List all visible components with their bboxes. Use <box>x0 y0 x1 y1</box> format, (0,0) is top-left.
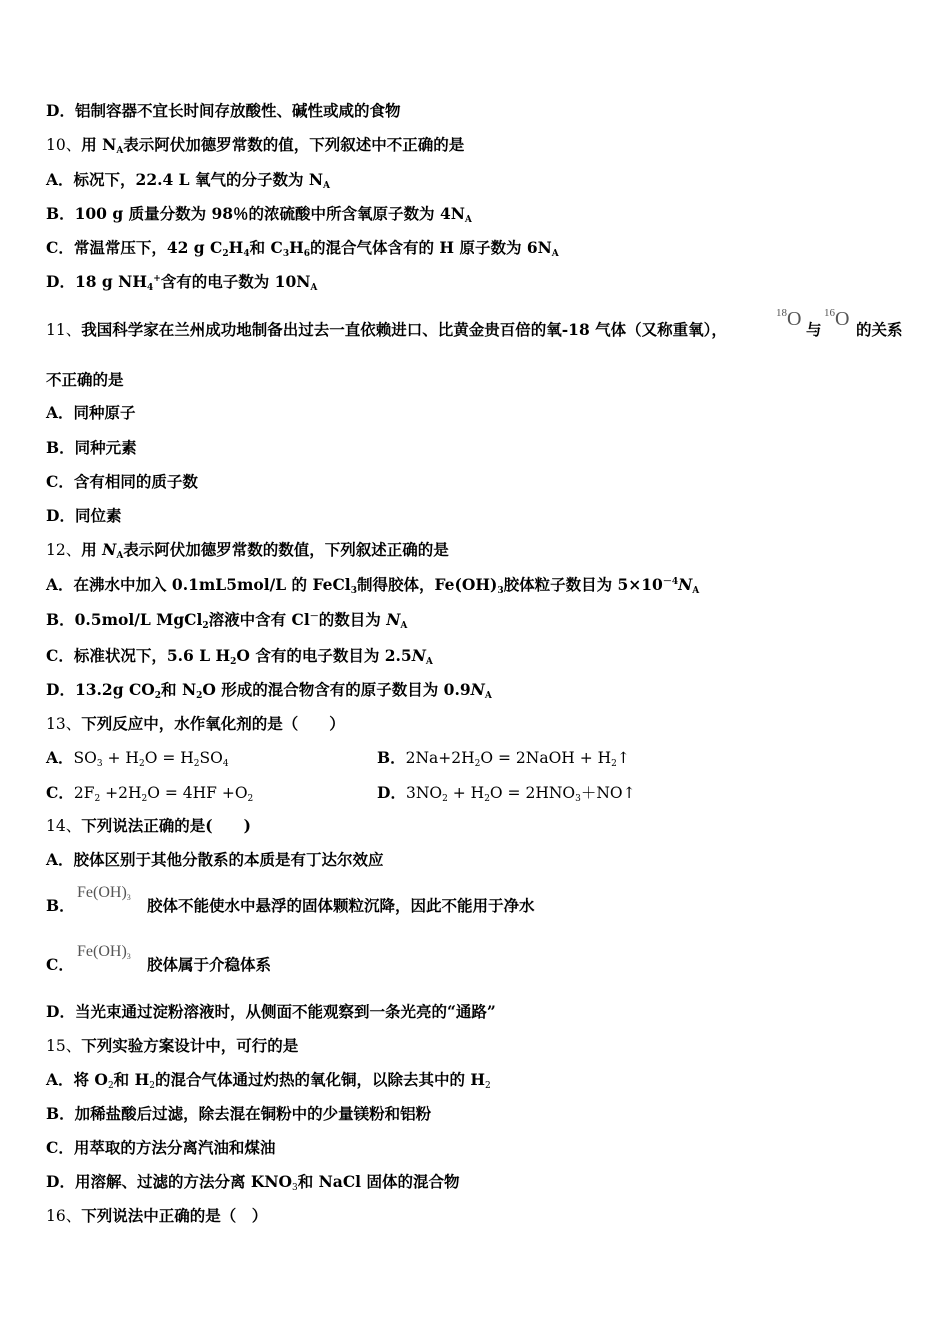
q10-option-d: D．18 g $NH_4^+$含有的电子数为 $10N_A$ <box>46 272 318 293</box>
q11-option-c: C．含有相同的质子数 <box>46 472 198 491</box>
q14-option-b-letter: B． <box>46 896 75 915</box>
q14-option-b-text: 胶体不能使水中悬浮的固体颗粒沉降，因此不能用于净水 <box>147 896 535 915</box>
q14-option-d: D．当光束通过淀粉溶液时，从侧面不能观察到一条光亮的“通路” <box>46 1002 496 1021</box>
q13-option-c: C．$2F_2 +2H_2O = 4HF +O_2$ <box>46 783 254 804</box>
question-15-stem: 15、下列实验方案设计中，可行的是 <box>46 1036 299 1055</box>
q14-option-c-text: 胶体属于介稳体系 <box>147 955 272 974</box>
question-14-stem: 14、下列说法正确的是( ) <box>46 816 251 835</box>
isotope-o18: $^{18}$O <box>776 307 802 330</box>
question-10-stem: 10、用 $N_A$表示阿伏加德罗常数的值，下列叙述中不正确的是 <box>46 135 465 156</box>
q10-option-c: C．常温常压下，42 g $C_2H_4$和 $C_3H_6$的混合气体含有的 H 原子数为 $6N_A$ <box>46 238 559 259</box>
q11-option-d: D．同位素 <box>46 506 122 525</box>
isotope-o16: $^{16}$O <box>824 307 850 330</box>
fe-oh3-formula-c: $Fe(OH)_3$ <box>77 943 131 961</box>
q12-option-d: D．13.2g $CO_2$和 $N_2O$ 形成的混合物含有的原子数目为 $0.9N_A$ <box>46 680 492 701</box>
fe-oh3-formula-b: $Fe(OH)_3$ <box>77 884 131 902</box>
q15-option-b: B．加稀盐酸后过滤，除去混在铜粉中的少量镁粉和铝粉 <box>46 1104 432 1123</box>
q9-option-d: D．铝制容器不宜长时间存放酸性、碱性或咸的食物 <box>46 101 401 120</box>
question-16-stem: 16、下列说法中正确的是（ ） <box>46 1206 268 1225</box>
q13-option-b: B．$2Na+2H_2O$ = 2NaOH + $H_2↑$ <box>377 748 630 769</box>
q14-option-c-letter: C． <box>46 955 74 974</box>
q15-option-c: C．用萃取的方法分离汽油和煤油 <box>46 1138 276 1157</box>
q12-option-a: A．在沸水中加入 0.1mL5mol/L 的 FeCl$_3$制得胶体，$Fe(OH)_3$胶体粒子数目为 $5\times 10^{-4}N_A$ <box>46 575 700 596</box>
q10-option-a: A．标况下，22.4 L 氧气的分子数为 $N_A$ <box>46 170 331 191</box>
q13-option-a: A．$SO_3 + H_2O = H_2SO_4$ <box>46 748 229 769</box>
q11-and: 与 <box>806 320 822 339</box>
question-13-stem: 13、下列反应中，水作氧化剂的是（ ） <box>46 714 345 733</box>
q11-option-b: B．同种元素 <box>46 438 137 457</box>
q13-option-d: D．$3NO_2 + H_2O$ = $2HNO_3+NO↑$ <box>377 783 636 804</box>
q14-option-a: A．胶体区别于其他分散系的本质是有丁达尔效应 <box>46 850 384 869</box>
q12-option-c: C．标准状况下，5.6 L $H_2O$ 含有的电子数目为 $2.5N_A$ <box>46 646 433 667</box>
question-11-stem-continued: 不正确的是 <box>46 370 124 389</box>
q11-option-a: A．同种原子 <box>46 403 136 422</box>
q11-tail: 的关系 <box>856 320 903 339</box>
question-11-stem: 11、我国科学家在兰州成功地制备出过去一直依赖进口、比黄金贵百倍的氧-18 气体（又称重氧）， <box>46 320 727 339</box>
q12-option-b: B．0.5mol/L MgCl$_2$溶液中含有 Cl－的数目为 $N_A$ <box>46 610 408 631</box>
question-12-stem: 12、用 $N_A$表示阿伏加德罗常数的数值，下列叙述正确的是 <box>46 540 449 561</box>
q15-option-d: D．用溶解、过滤的方法分离 $KNO_3$和 NaCl 固体的混合物 <box>46 1172 460 1193</box>
q10-option-b: B．100 g 质量分数为 98％的浓硫酸中所含氧原子数为 $4N_A$ <box>46 204 472 225</box>
q15-option-a: A．将 $O_2$和 $H_2$的混合气体通过灼热的氧化铜，以除去其中的 $H_2$ <box>46 1070 491 1091</box>
